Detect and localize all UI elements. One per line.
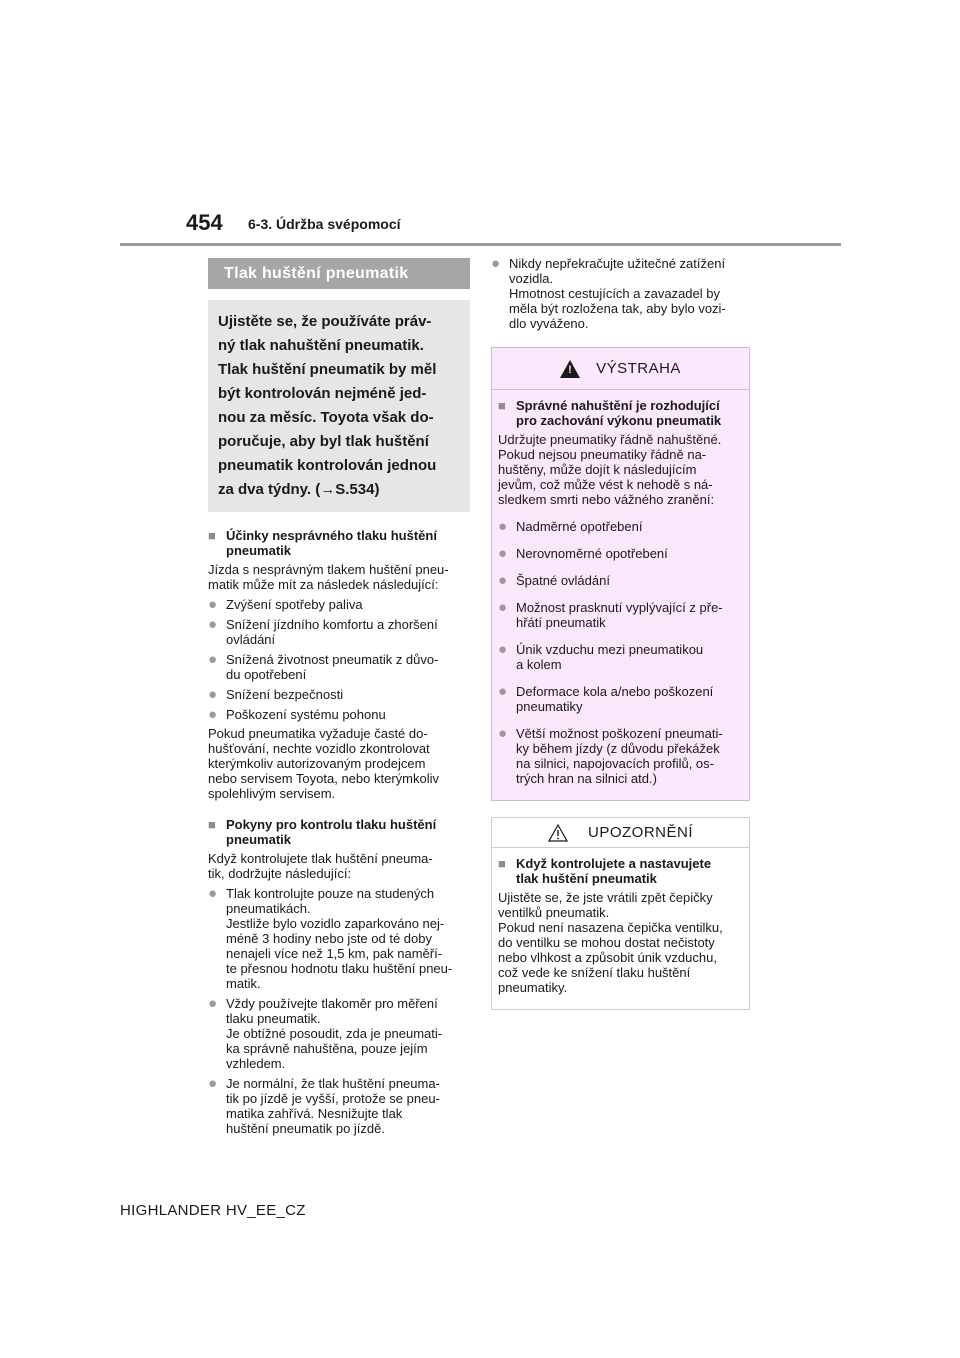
list-item-text: ka správně nahuštěna, pouze jejím bbox=[226, 1041, 428, 1056]
paragraph bbox=[208, 851, 470, 881]
list-item bbox=[208, 597, 470, 612]
list-item-text: Snížení jízdního komfortu a zhoršení bbox=[226, 617, 438, 632]
list-item-text: tlaku pneumatik. bbox=[226, 1011, 321, 1026]
caution-header bbox=[492, 818, 749, 848]
list-item-text: nenajeli více než 1,5 km, pak naměří- bbox=[226, 946, 443, 961]
circle-bullet-icon: ● bbox=[498, 572, 508, 589]
subheading-line: Účinky nesprávného tlaku huštění bbox=[226, 528, 437, 543]
paragraph-line: do ventilku se mohou dostat nečistoty bbox=[498, 935, 715, 950]
list-item-text: Možnost prasknutí vyplývající z pře- bbox=[516, 600, 723, 615]
subheading-line: Správné nahuštění je rozhodující bbox=[516, 398, 720, 413]
intro-line: pneumatik kontrolován jednou bbox=[218, 457, 437, 474]
list-item-text: ovládání bbox=[226, 632, 276, 647]
paragraph-line: Pokud pneumatika vyžaduje časté do- bbox=[208, 726, 428, 741]
caution-triangle-icon bbox=[548, 824, 568, 842]
list-item-text: Nerovnoměrné opotřebení bbox=[516, 546, 668, 561]
right-column bbox=[491, 256, 750, 1010]
list-item-text: trých hran na silnici atd.) bbox=[516, 771, 657, 786]
header-rule bbox=[120, 243, 841, 246]
paragraph-line: tik, dodržujte následující: bbox=[208, 866, 352, 881]
left-column bbox=[208, 258, 470, 1136]
footer-model: HIGHLANDER HV_EE_CZ bbox=[120, 1202, 306, 1219]
subheading-line: Když kontrolujete a nastavujete bbox=[516, 856, 712, 871]
subheading-effects bbox=[208, 528, 470, 558]
list-item-text: méně 3 hodiny nebo jste od té doby bbox=[226, 931, 432, 946]
paragraph-line: kterýmkoliv autorizovaným prodejcem bbox=[208, 756, 426, 771]
paragraph-line: Udržujte pneumatiky řádně nahuštěné. bbox=[498, 432, 722, 447]
subheading-line: tlak huštění pneumatik bbox=[516, 871, 657, 886]
subheading-instructions bbox=[208, 817, 470, 847]
list-item-text: te přesnou hodnotu tlaku huštění pneu- bbox=[226, 961, 453, 976]
list-item-text: Je normální, že tlak huštění pneuma- bbox=[226, 1076, 440, 1091]
list-item-text: a kolem bbox=[516, 657, 562, 672]
intro-text: za dva týdny. ( bbox=[218, 481, 321, 498]
paragraph bbox=[208, 726, 470, 801]
list-item bbox=[208, 996, 470, 1071]
list-item bbox=[498, 684, 743, 714]
intro-line: ný tlak nahuštění pneumatik. bbox=[218, 337, 424, 354]
list-item-text: Snížení bezpečnosti bbox=[226, 687, 344, 702]
list-item-text: pneumatiky bbox=[516, 699, 583, 714]
paragraph bbox=[498, 432, 743, 507]
list-item bbox=[498, 642, 743, 672]
circle-bullet-icon: ● bbox=[498, 683, 508, 700]
paragraph-line: Ujistěte se, že jste vrátili zpět čepičky bbox=[498, 890, 713, 905]
list-item-text: Poškození systému pohonu bbox=[226, 707, 386, 722]
circle-bullet-icon: ● bbox=[498, 641, 508, 658]
warning-header bbox=[492, 348, 749, 390]
circle-bullet-icon: ● bbox=[498, 545, 508, 562]
list-item-text: Zvýšení spotřeby paliva bbox=[226, 597, 363, 612]
list-item-text: dlo vyváženo. bbox=[509, 316, 589, 331]
list-item-text: Únik vzduchu mezi pneumatikou bbox=[516, 642, 704, 657]
circle-bullet-icon: ● bbox=[498, 725, 508, 742]
circle-bullet-icon: ● bbox=[208, 651, 218, 668]
list-item-text: Je obtížné posoudit, zda je pneumati- bbox=[226, 1026, 443, 1041]
list-item bbox=[208, 687, 470, 702]
warning-title: VÝSTRAHA bbox=[596, 360, 681, 377]
page-reference[interactable]: S.534) bbox=[335, 481, 380, 498]
paragraph-line: Pokud není nasazena čepička ventilku, bbox=[498, 920, 723, 935]
page-number: 454 bbox=[186, 210, 223, 235]
paragraph-line: nebo vlhkost a způsobit únik vzduchu, bbox=[498, 950, 717, 965]
paragraph-line: pneumatiky. bbox=[498, 980, 568, 995]
paragraph-line: což vede ke snížení tlaku huštění bbox=[498, 965, 691, 980]
intro-line bbox=[218, 478, 460, 502]
caution-title: UPOZORNĚNÍ bbox=[587, 824, 693, 841]
paragraph-line: Pokud nejsou pneumatiky řádně na- bbox=[498, 447, 707, 462]
list-item bbox=[498, 600, 743, 630]
list-item bbox=[498, 519, 743, 534]
list-item-text: Tlak kontrolujte pouze na studených bbox=[226, 886, 435, 901]
square-bullet-icon: ■ bbox=[208, 528, 216, 543]
list-item-text: Nikdy nepřekračujte užitečné zatížení bbox=[509, 256, 726, 271]
list-item-text: tik po jízdě je vyšší, protože se pneu- bbox=[226, 1091, 440, 1106]
subheading-line: pro zachování výkonu pneumatik bbox=[516, 413, 722, 428]
intro-line: nou za měsíc. Toyota však do- bbox=[218, 409, 434, 426]
paragraph-line: hušťování, nechte vozidlo zkontrolovat bbox=[208, 741, 430, 756]
paragraph-line: huštěny, může dojít k následujícím bbox=[498, 462, 697, 477]
list-item bbox=[208, 707, 470, 722]
list-item-text: Větší možnost poškození pneumati- bbox=[516, 726, 723, 741]
subheading-line: pneumatik bbox=[226, 832, 292, 847]
square-bullet-icon: ■ bbox=[498, 856, 506, 871]
list-item-text: Vždy používejte tlakoměr pro měření bbox=[226, 996, 438, 1011]
list-item-text: matik. bbox=[226, 976, 261, 991]
list-item-text: Špatné ovládání bbox=[516, 573, 610, 588]
subheading-line: pneumatik bbox=[226, 543, 292, 558]
warning-triangle-icon: ! bbox=[560, 360, 580, 378]
intro-line: poručuje, aby byl tlak huštění bbox=[218, 433, 429, 450]
circle-bullet-icon: ● bbox=[498, 518, 508, 535]
reference-arrow-icon: → bbox=[320, 481, 336, 498]
circle-bullet-icon: ● bbox=[491, 255, 501, 272]
list-item-text: matika zahřívá. Nesnižujte tlak bbox=[226, 1106, 403, 1121]
circle-bullet-icon: ● bbox=[208, 596, 218, 613]
list-item-text: měla být rozložena tak, aby bylo vozi- bbox=[509, 301, 726, 316]
paragraph-line: sledkem smrti nebo vážného zranění: bbox=[498, 492, 715, 507]
circle-bullet-icon: ● bbox=[208, 1075, 218, 1092]
circle-bullet-icon: ● bbox=[208, 995, 218, 1012]
list-item-text: pneumatikách. bbox=[226, 901, 311, 916]
list-item-text: hřátí pneumatik bbox=[516, 615, 606, 630]
list-item-text: Nadměrné opotřebení bbox=[516, 519, 643, 534]
list-item bbox=[491, 256, 750, 331]
list-item-text: na silnici, napojovacích profilů, os- bbox=[516, 756, 714, 771]
list-item bbox=[208, 652, 470, 682]
intro-line: Ujistěte se, že používáte práv- bbox=[218, 313, 432, 330]
intro-box bbox=[208, 300, 470, 512]
square-bullet-icon: ■ bbox=[498, 398, 506, 413]
list-item-text: Snížená životnost pneumatik z důvo- bbox=[226, 652, 439, 667]
list-item-text: ky během jízdy (z důvodu překážek bbox=[516, 741, 720, 756]
caution-subheading bbox=[498, 856, 743, 886]
paragraph bbox=[498, 890, 743, 995]
subheading-line: Pokyny pro kontrolu tlaku huštění bbox=[226, 817, 437, 832]
paragraph bbox=[208, 562, 470, 592]
list-item bbox=[498, 546, 743, 561]
paragraph-line: spolehlivým servisem. bbox=[208, 786, 336, 801]
circle-bullet-icon: ● bbox=[208, 885, 218, 902]
section-banner: Tlak huštění pneumatik bbox=[208, 258, 470, 289]
paragraph-line: nebo servisem Toyota, nebo kterýmkoliv bbox=[208, 771, 439, 786]
circle-bullet-icon: ● bbox=[208, 686, 218, 703]
intro-line: Tlak huštění pneumatik by měl bbox=[218, 361, 437, 378]
list-item-text: vzhledem. bbox=[226, 1056, 286, 1071]
paragraph-line: Jízda s nesprávným tlakem huštění pneu- bbox=[208, 562, 449, 577]
list-item bbox=[208, 617, 470, 647]
list-item bbox=[498, 726, 743, 786]
list-item-text: du opotřebení bbox=[226, 667, 307, 682]
list-item-text: vozidla. bbox=[509, 271, 554, 286]
circle-bullet-icon: ● bbox=[208, 706, 218, 723]
list-item-text: huštění pneumatik po jízdě. bbox=[226, 1121, 385, 1136]
list-item-text: Deformace kola a/nebo poškození bbox=[516, 684, 714, 699]
caution-box bbox=[491, 817, 750, 1010]
warning-subheading bbox=[498, 398, 743, 428]
list-item-text: Hmotnost cestujících a zavazadel by bbox=[509, 286, 720, 301]
paragraph-line: ventilků pneumatik. bbox=[498, 905, 610, 920]
square-bullet-icon: ■ bbox=[208, 817, 216, 832]
list-item bbox=[208, 886, 470, 991]
list-item bbox=[498, 573, 743, 588]
intro-line: být kontrolován nejméně jed- bbox=[218, 385, 427, 402]
warning-box bbox=[491, 347, 750, 801]
paragraph-line: matik může mít za následek následující: bbox=[208, 577, 439, 592]
list-item bbox=[208, 1076, 470, 1136]
list-item-text: Jestliže bylo vozidlo zaparkováno nej- bbox=[226, 916, 445, 931]
paragraph-line: jevům, což může vést k nehodě s ná- bbox=[498, 477, 713, 492]
paragraph-line: Když kontrolujete tlak huštění pneuma- bbox=[208, 851, 433, 866]
section-title: 6-3. Údržba svépomocí bbox=[248, 216, 401, 232]
circle-bullet-icon: ● bbox=[498, 599, 508, 616]
circle-bullet-icon: ● bbox=[208, 616, 218, 633]
